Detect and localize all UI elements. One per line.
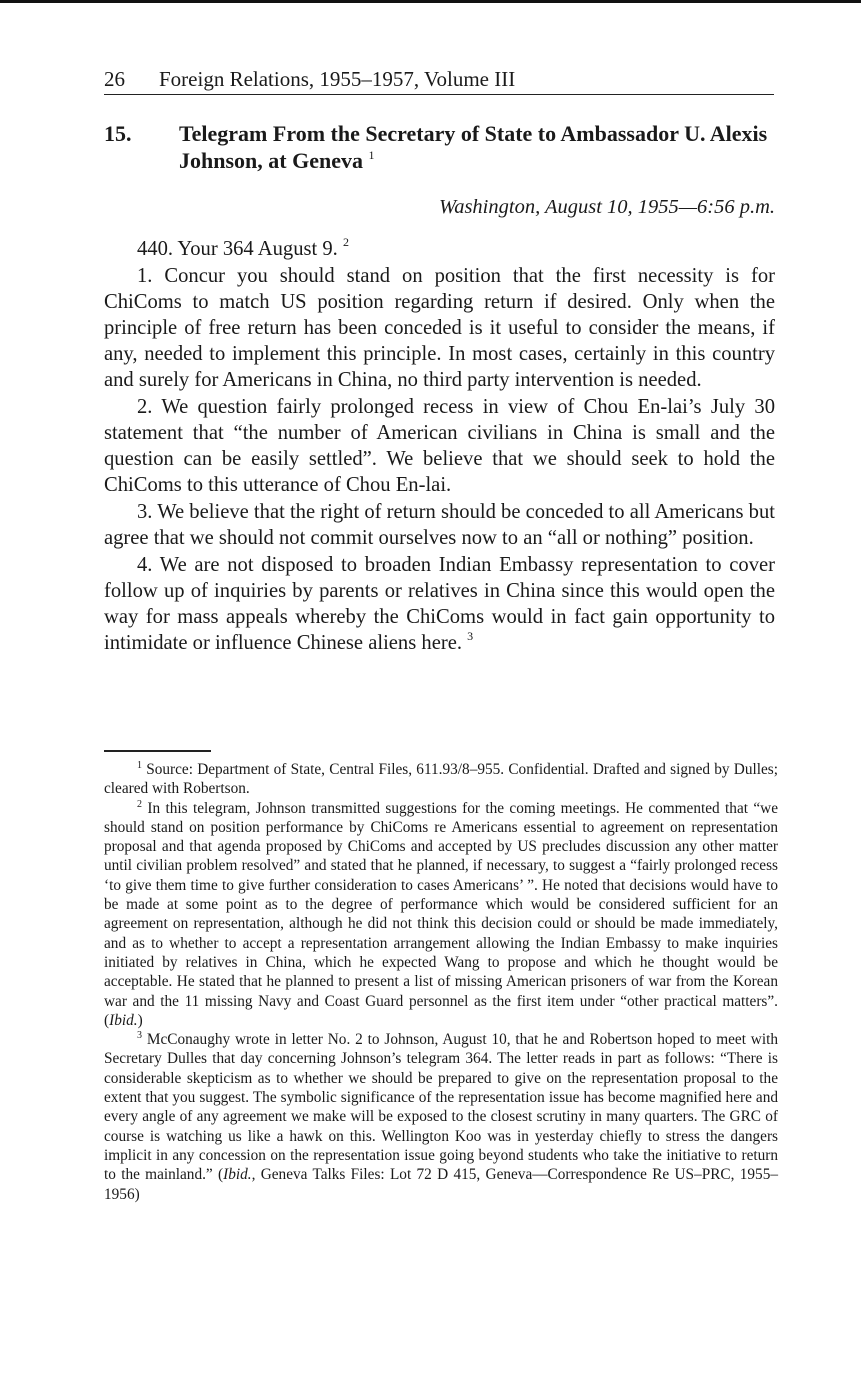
- page-top-border: [0, 0, 861, 3]
- footnote-mark-3: 3: [137, 1030, 142, 1042]
- footnote-1-text: Source: Department of State, Central Files, 611.93/8–955. Confidential. Drafted and signed by Dulles; cleared with Robertson.: [104, 761, 778, 798]
- footnotes: [104, 760, 778, 1204]
- footnote-2-citation: Ibid.: [109, 1011, 138, 1029]
- footnote-3: [104, 1030, 778, 1204]
- footnote-1: [104, 760, 778, 799]
- footnote-rule: [104, 750, 211, 752]
- paragraph-3: 3. We believe that the right of return should be conceded to all Americans but agree that we should not commit ourselves now to an “all or nothing” position.: [104, 501, 775, 550]
- footnote-ref-3[interactable]: 3: [467, 629, 474, 644]
- page-number: 26: [104, 67, 125, 91]
- dateline: Washington, August 10, 1955—6:56 p.m.: [439, 196, 775, 218]
- footnote-mark-2: 2: [137, 798, 142, 810]
- footnote-3-text: McConaughy wrote in letter No. 2 to Johnson, August 10, that he and Robertson hoped to meet with Secretary Dulles that day concerning Johnson’s telegram 364. The letter reads in part as follows: “There is considerable skepticism as to whether we should be prepared to give on the representation proposal to the extent that you suggest. The symbolic significance of the representation issue has become magnified here and every angle of any agreement we make will be exposed to the closest scrutiny in many quarters. The GRC of course is watching us like a hawk on this. Wellington Koo was in yesterday chiefly to stress the dangers implicit in any concession on the representation issue going beyond students who take the initiative to return to the mainland.” (: [104, 1031, 779, 1184]
- paragraph-4-text: 4. We are not disposed to broaden Indian Embassy representation to cover follow up of inquiries by parents or relatives in China since this would open the way for mass appeals whereby the ChiComs would in fact gain opportunity to intimidate or influence Chinese aliens here.: [104, 554, 775, 655]
- footnote-ref-1[interactable]: 1: [368, 148, 375, 162]
- telegram-body: [104, 236, 775, 657]
- running-head-title: Foreign Relations, 1955–1957, Volume III: [159, 67, 516, 91]
- running-head: [104, 66, 774, 95]
- footnote-2-text: In this telegram, Johnson transmitted suggestions for the coming meetings. He commented that “we should stand on position performance by ChiComs re Americans essential to agreement on representation proposal and that agenda proposed by ChiComs and accepted by US precludes discussion any other matter until civilian problem resolved” and stated that he planned, if necessary, to suggest a “fairly prolonged recess ‘to give them time to give further consideration to cases Americans’ ”. He noted that decisions would have to be made at some point as to the degree of performance which would be considered sufficient for an agreement on representation, although he did not think this decision could or should be made immediately, and as to whether to accept a representation arrangement allowing the Indian Embassy to make inquiries initiated by relatives in China, which he expected Wang to propose and which he thought would be acceptable. He stated that he planned to present a list of missing American prisoners of war from the Korean war and the 11 missing Navy and Coast Guard personnel as the first item under “other practical matters”. (: [104, 799, 778, 1029]
- footnote-3-end: Geneva Talks Files: Lot 72 D 415, Geneva—Correspondence Re US–PRC, 1955–1956): [104, 1166, 778, 1203]
- footnote-ref-2[interactable]: 2: [342, 235, 349, 249]
- reference-paragraph: [104, 236, 775, 262]
- paragraph-4: [104, 552, 775, 656]
- footnote-3-citation: Ibid.,: [223, 1166, 256, 1184]
- paragraph-1: 1. Concur you should stand on position that the first necessity is for ChiComs to match US position regarding return if desired. Only when the principle of free return has been conceded is it useful to consider the means, if any, needed to implement this principle. In most cases, certainly in this country and surely for Americans in China, no third party intervention is needed.: [104, 265, 775, 392]
- reference-text: 440. Your 364 August 9.: [137, 238, 338, 260]
- document-number: 15.: [104, 121, 132, 146]
- footnote-2: [104, 799, 778, 1031]
- document-title-text: Telegram From the Secretary of State to Ambassador U. Alexis Johnson, at Geneva: [179, 121, 768, 173]
- footnote-mark-1: 1: [137, 760, 142, 771]
- document-title: [179, 120, 779, 174]
- footnote-2-end: ): [137, 1011, 143, 1029]
- paragraph-2: 2. We question fairly prolonged recess in view of Chou En-lai’s July 30 statement that “the number of American civilians in China is small and the question can be easily settled”. We believe that we should seek to hold the ChiComs to this utterance of Chou En-lai.: [104, 396, 775, 497]
